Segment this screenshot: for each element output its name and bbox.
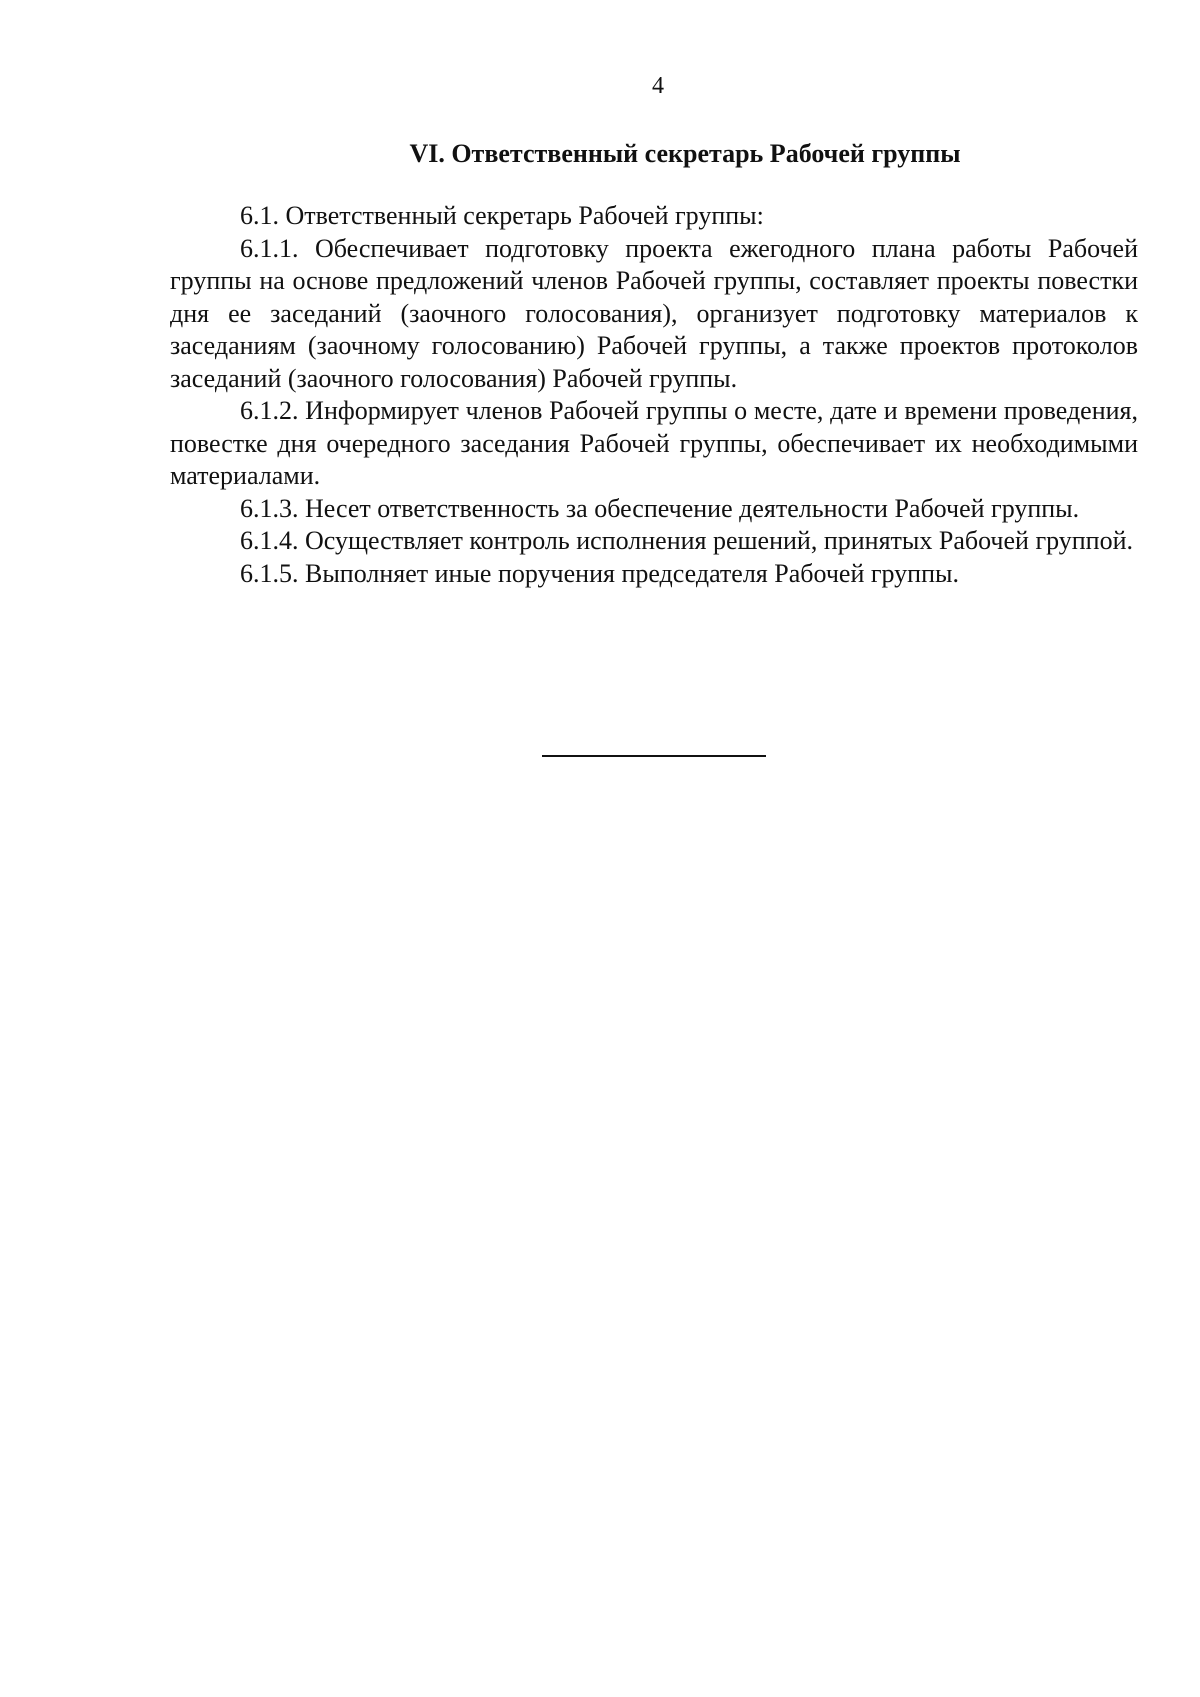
- paragraph-6-1-2: 6.1.2. Информирует членов Рабочей группы о месте, дате и времени проведения, повестке дня очередного заседания Рабочей группы, обеспечивает их необходимыми материалами.: [170, 396, 1138, 490]
- paragraph-6-1: 6.1. Ответственный секретарь Рабочей группы:: [240, 201, 764, 230]
- end-divider-line: [542, 755, 766, 757]
- paragraph-6-1-4: 6.1.4. Осуществляет контроль исполнения решений, принятых Рабочей группой.: [240, 526, 1134, 555]
- paragraph-6-1-3: 6.1.3. Несет ответственность за обеспечение деятельности Рабочей группы.: [240, 493, 1080, 523]
- paragraph-6-1-5: 6.1.5. Выполняет иные поручения председателя Рабочей группы.: [240, 558, 959, 588]
- paragraph-6-1-1: 6.1.1. Обеспечивает подготовку проекта ежегодного плана работы Рабочей группы на основе предложений членов Рабочей группы, составляет проекты повестки дня ее заседаний (заочного голосования), организует подготовку материалов к заседаниям (заочному голосованию) Рабочей группы, а также проектов протоколов заседаний (заочного голосования) Рабочей группы.: [170, 233, 1138, 393]
- section-title: VI. Ответственный секретарь Рабочей группы: [409, 139, 961, 168]
- page-number: 4: [652, 73, 664, 99]
- section-body: [170, 200, 1138, 590]
